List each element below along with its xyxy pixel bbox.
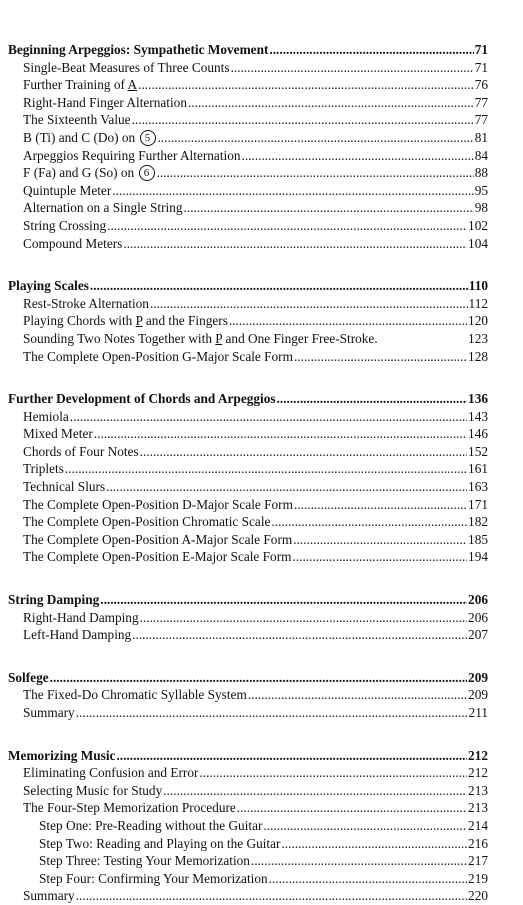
entry-text: Selecting Music for Study [23,782,163,798]
entry-title [23,548,291,566]
entry-title [23,182,111,200]
dot-leader [116,747,467,765]
entry-title [23,199,183,217]
section-gap [8,252,488,277]
entry-title [23,408,69,426]
dot-leader [293,531,467,549]
dot-leader [90,277,468,295]
entry-title [23,443,139,461]
page-number: 206 [468,592,488,608]
toc-entry [8,460,488,478]
dot-leader [76,887,467,905]
entry-text: The Sixteenth Value [23,112,131,128]
page-number: 216 [468,835,488,851]
dot-leader [123,235,467,253]
toc-entry [8,59,488,77]
toc-section [8,41,488,252]
toc-entry [8,704,488,722]
entry-text: F (Fa) and G (So) on [23,165,138,181]
dot-leader [248,686,467,704]
toc-entry [8,764,488,782]
entry-title [23,686,247,704]
toc-entry [8,312,488,330]
page-number: 71 [474,42,488,57]
entry-title [23,782,162,800]
dot-leader [237,799,467,817]
dot-leader [281,835,467,853]
section-gap [8,722,488,747]
entry-title [23,460,64,478]
toc-entry [8,330,488,348]
entry-text: Technical Slurs [23,479,106,495]
entry-text: Alternation on a Single String [23,200,183,216]
page-number: 98 [474,200,488,216]
page-number: 220 [468,888,488,904]
page-number: 206 [468,609,488,625]
dot-leader [251,852,467,870]
toc-entry [8,217,488,235]
page-number: 194 [468,549,488,565]
entry-text: Eliminating Confusion and Error [23,765,199,781]
dot-leader [269,41,473,59]
entry-title [23,164,156,182]
entry-title [23,59,230,77]
dot-leader [184,199,474,217]
entry-text-cont: and One Finger Free-Stroke [222,330,375,346]
toc-entry [8,182,488,200]
toc-entry [8,129,488,147]
toc-entry [8,94,488,112]
page-number: 219 [468,870,488,886]
dot-leader [229,312,467,330]
toc-entry [8,443,488,461]
dot-leader [150,295,468,313]
page-number: 211 [468,705,488,720]
entry-title [23,94,187,112]
entry-text: Rest-Stroke Alternation [23,295,149,311]
dot-leader [140,443,467,461]
page-number: 182 [468,514,488,530]
page-number: 152 [468,443,488,459]
page-number: 84 [474,147,488,163]
page-number: 163 [468,479,488,495]
page-number: 76 [474,77,488,93]
section-heading [8,747,488,765]
page-number: 207 [468,627,488,643]
circled-string-number: 5 [140,130,156,146]
section-gap [8,365,488,390]
entry-text-cont: and the Fingers [142,313,228,329]
underlined-letter: A [127,77,138,93]
dot-leader [188,94,474,112]
entry-title [23,129,157,147]
entry-text: Single-Beat Measures of Three Counts [23,59,230,75]
toc-entry [8,626,488,644]
page-number: 212 [468,747,488,763]
dot-leader [94,425,467,443]
entry-text: Triplets [23,461,64,477]
page-number: 123 [468,330,488,346]
entry-text: Compound Meters [23,235,123,251]
entry-title [23,478,105,496]
dot-leader: . [374,330,378,346]
toc-entry [8,852,488,870]
entry-text: B (Ti) and C (Do) on [23,129,139,145]
page-number: 88 [474,165,488,181]
underlined-letter: P [215,330,223,346]
toc-section [8,390,488,566]
underlined-letter: P [135,313,143,329]
page-number: 171 [468,496,488,512]
entry-text: Step Three: Testing Your Memorization [39,853,250,869]
dot-leader [157,164,474,182]
toc-entry [8,147,488,165]
dot-leader [158,129,474,147]
dot-leader [50,669,467,687]
entry-title [23,235,122,253]
entry-title [23,312,228,330]
toc-entry [8,76,488,94]
section-title: Beginning Arpeggios: Sympathetic Movement [8,42,269,57]
entry-text: The Complete Open-Position A-Major Scale Form [23,531,293,547]
toc-entry [8,235,488,253]
dot-leader [231,59,474,77]
entry-text: Summary [23,705,75,720]
section-heading [8,591,488,609]
entry-text: Arpeggios Requiring Further Alternation [23,147,241,163]
section-title: Memorizing Music [8,747,116,763]
dot-leader [271,513,467,531]
toc-section [8,747,488,905]
entry-text: The Complete Open-Position Chromatic Scale [23,514,271,530]
page-number: 136 [468,391,488,407]
page-number: 81 [474,129,488,145]
toc-entry [8,408,488,426]
page-number: 102 [468,217,488,233]
dot-leader [132,111,474,129]
entry-text: Step One: Pre-Reading without the Guitar [39,817,263,833]
dot-leader [106,478,467,496]
toc-entry [8,835,488,853]
section-heading [8,277,488,295]
entry-text: The Complete Open-Position D-Major Scale Form [23,496,293,512]
dot-leader [70,408,467,426]
entry-title [23,348,293,366]
circled-string-number: 6 [139,165,155,181]
entry-title [23,704,75,722]
entry-title [23,799,236,817]
entry-text: Step Two: Reading and Playing on the Guitar [39,835,281,851]
dot-leader [100,591,467,609]
toc-entry [8,295,488,313]
toc-entry [8,887,488,905]
entry-text: The Complete Open-Position E-Major Scale Form [23,549,292,565]
dot-leader [263,817,467,835]
page-number: 120 [468,313,488,329]
entry-title [23,626,131,644]
toc-entry [8,425,488,443]
page-number: 214 [468,817,488,833]
entry-text: The Complete Open-Position G-Major Scale Form [23,348,293,364]
page-number: 212 [468,765,488,781]
entry-text: Hemiola [23,408,69,424]
section-gap [8,566,488,591]
entry-title [39,835,280,853]
dot-leader [107,217,467,235]
dot-leader [76,704,468,722]
section-heading [8,390,488,408]
section-gap [8,644,488,669]
entry-text: Left-Hand Damping [23,627,132,643]
toc-entry [8,686,488,704]
dot-leader [163,782,467,800]
entry-text: Playing Chords with [23,313,136,329]
entry-text: Further Training of [23,77,128,93]
table-of-contents [8,41,488,905]
entry-text: String Crossing [23,217,107,233]
page-number: 161 [468,461,488,477]
entry-title [23,147,241,165]
entry-text: Step Four: Confirming Your Memorization [39,870,268,886]
entry-title [23,887,75,905]
page-number: 95 [474,182,488,198]
dot-leader [294,348,467,366]
section-title: Playing Scales [8,278,89,294]
toc-entry [8,782,488,800]
toc-entry [8,348,488,366]
entry-text: Summary [23,888,75,904]
entry-title [23,496,293,514]
page-number: 71 [474,59,488,75]
page-number: 110 [468,278,488,294]
page-number: 217 [468,853,488,869]
entry-text: Right-Hand Damping [23,609,139,625]
dot-leader [199,764,467,782]
toc-entry [8,478,488,496]
entry-title [23,295,149,313]
page-number: 209 [468,669,488,685]
toc-entry [8,870,488,888]
dot-leader [138,76,474,94]
page-number: 146 [468,426,488,442]
toc-section [8,277,488,365]
page-number: 209 [468,687,488,703]
toc-entry [8,164,488,182]
dot-leader [277,390,468,408]
entry-text: Right-Hand Finger Alternation [23,94,187,110]
page-number: 112 [468,295,488,311]
toc-section [8,669,488,722]
toc-entry [8,817,488,835]
entry-text: The Four-Step Memorization Procedure [23,800,236,816]
section-title: String Damping [8,592,100,608]
entry-text: Mixed Meter [23,426,93,442]
entry-title [23,217,106,235]
toc-entry [8,199,488,217]
dot-leader [112,182,473,200]
page-number: 77 [474,112,488,128]
dot-leader [294,496,467,514]
section-heading [8,669,488,687]
dot-leader [242,147,474,165]
toc-entry [8,531,488,549]
entry-title [23,531,292,549]
entry-title [23,425,93,443]
entry-title [23,111,131,129]
entry-title [23,76,137,94]
toc-entry [8,513,488,531]
page-number: 128 [468,348,488,364]
dot-leader [132,626,467,644]
entry-title [39,870,268,888]
entry-text: Quintuple Meter [23,182,112,198]
dot-leader [65,460,467,478]
entry-text: Sounding Two Notes Together with [23,330,216,346]
dot-leader [292,548,467,566]
dot-leader [140,609,467,627]
toc-entry [8,111,488,129]
toc-entry [8,496,488,514]
toc-entry [8,548,488,566]
page-number: 185 [468,531,488,547]
page-number: 77 [474,94,488,110]
entry-title [23,513,270,531]
section-title: Further Development of Chords and Arpeggios [8,391,276,407]
dot-leader [269,870,467,888]
toc-entry [8,799,488,817]
entry-title [23,764,198,782]
page-number: 213 [468,800,488,816]
section-title: Solfege [8,669,49,685]
page-number: 143 [468,408,488,424]
entry-title [39,852,250,870]
entry-title [23,330,374,348]
section-heading [8,41,488,59]
entry-title [39,817,262,835]
toc-section [8,591,488,644]
entry-text: Chords of Four Notes [23,443,139,459]
page-number: 104 [468,235,488,251]
page-number: 213 [468,782,488,798]
toc-entry [8,609,488,627]
entry-text: The Fixed-Do Chromatic Syllable System [23,687,247,703]
entry-title [23,609,139,627]
